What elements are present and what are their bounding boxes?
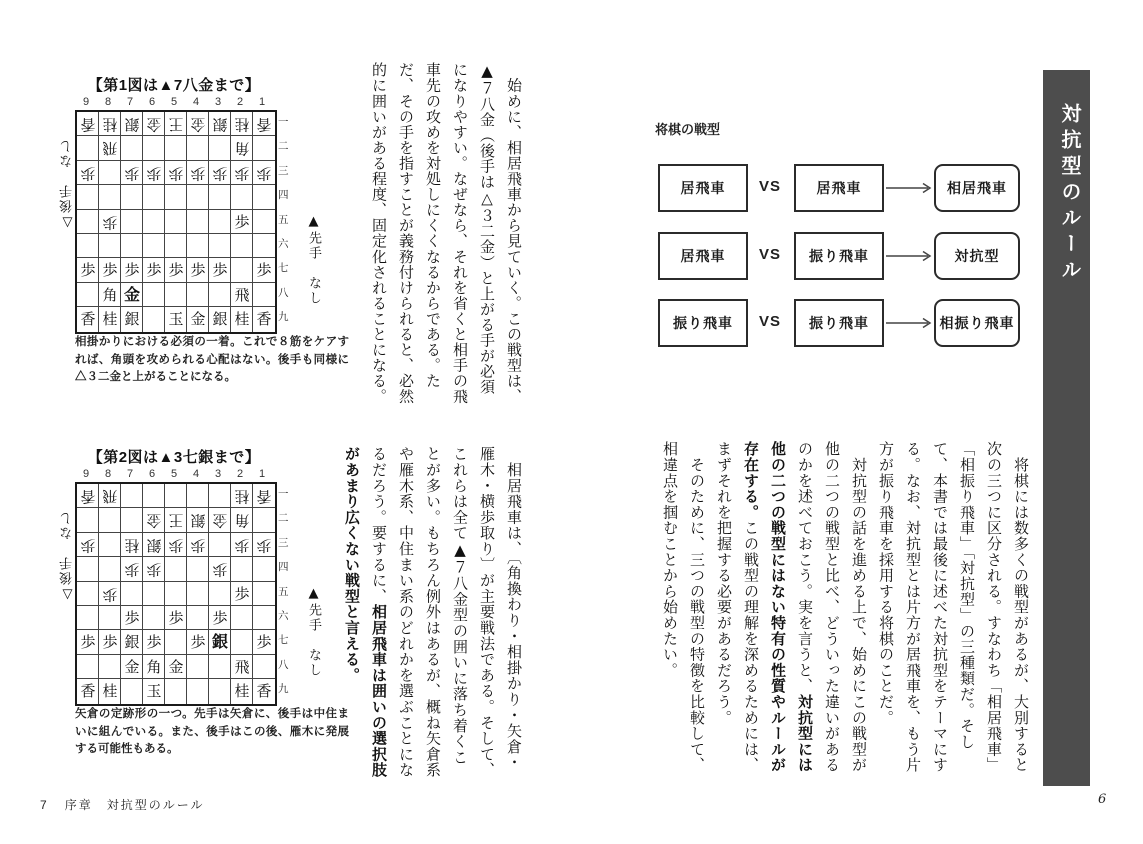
sente-piece: 銀 — [124, 310, 140, 329]
board-cell — [143, 630, 165, 654]
gote-piece: 金 — [212, 511, 228, 530]
matchup-row-2 — [658, 232, 1023, 278]
sente-piece: 銀 — [212, 310, 228, 329]
sente-piece: 歩 — [234, 584, 250, 603]
board-cell — [209, 533, 231, 557]
board-cell — [187, 258, 209, 282]
matchup-result-box: 相居飛車 — [934, 164, 1020, 212]
board-cell — [99, 655, 121, 679]
vs-label: VS — [758, 245, 781, 263]
shogi-board — [75, 482, 277, 706]
board-cell — [121, 582, 143, 606]
board-cell — [209, 136, 231, 160]
board-cell — [253, 508, 275, 532]
board-cell — [231, 557, 253, 581]
board-cell — [231, 112, 253, 136]
gote-hand-label: △後手 なし — [60, 138, 75, 230]
text-run: 相居飛車は、〔角換わり・相掛かり・矢倉・雁木・横歩取り〕が主要戦法である。そして、これらは全て▲７八金型の囲いに落ち着くことが多い。もちろん例外はあるが、概ね矢倉系や雁木系、中住まい系のどれかを選ぶことになるだろう。要するに、 — [370, 446, 523, 778]
gote-piece: 桂 — [102, 115, 118, 134]
board-cell — [99, 508, 121, 532]
gote-hand-label: △後手 なし — [60, 510, 75, 602]
matchup-result-box: 相振り飛車 — [934, 299, 1020, 347]
board-cell — [165, 112, 187, 136]
board-cell — [231, 161, 253, 185]
board-cell — [165, 136, 187, 160]
gote-piece: 歩 — [80, 536, 96, 555]
matchup-right-box: 振り飛車 — [794, 232, 884, 280]
board-cell — [165, 533, 187, 557]
gote-piece: 歩 — [234, 164, 250, 183]
board-cell — [231, 307, 253, 331]
board-cell — [209, 557, 231, 581]
board-cell — [99, 307, 121, 331]
body-text-lower-left — [338, 446, 527, 778]
board-cell — [99, 161, 121, 185]
board-cell — [143, 283, 165, 307]
sente-piece: 香 — [80, 682, 96, 701]
board-cell — [253, 258, 275, 282]
board-cell — [253, 606, 275, 630]
gote-piece: 歩 — [212, 164, 228, 183]
board-cell — [231, 533, 253, 557]
board-cell — [121, 630, 143, 654]
gote-piece: 歩 — [146, 560, 162, 579]
gote-piece: 銀 — [146, 536, 162, 555]
board-rank-labels: 一 二 三 四 五 六 七 八 九 — [278, 488, 289, 696]
board-cell — [121, 185, 143, 209]
gote-piece: 歩 — [80, 164, 96, 183]
board-cell — [121, 606, 143, 630]
board-cell — [231, 582, 253, 606]
board-cell — [165, 258, 187, 282]
board-cell — [187, 307, 209, 331]
board-cell — [209, 484, 231, 508]
gote-piece: 歩 — [168, 164, 184, 183]
sente-piece: 角 — [102, 285, 118, 304]
shogi-diagram-1 — [57, 72, 357, 383]
board-cell — [165, 606, 187, 630]
board-cell — [121, 210, 143, 234]
board-cell — [231, 283, 253, 307]
board-cell — [77, 112, 99, 136]
text-run: 対抗型の話を進める上で、始めにこの戦型が他の二つの戦型と比べ、どういった違いがあるのかを述べておこう。実を言うと、 — [796, 441, 868, 773]
sente-piece: 歩 — [146, 261, 162, 280]
board-cell — [187, 508, 209, 532]
board-cell — [253, 234, 275, 258]
board-cell — [165, 557, 187, 581]
board-cell — [209, 185, 231, 209]
sente-piece: 歩 — [190, 633, 206, 652]
board-cell — [99, 185, 121, 209]
diagram-1-caption: 【第1図は▲7八金まで】 — [87, 77, 261, 94]
board-cell — [143, 557, 165, 581]
board-cell — [143, 582, 165, 606]
sente-piece: 歩 — [146, 633, 162, 652]
gote-piece: 角 — [234, 139, 250, 158]
board-cell — [99, 533, 121, 557]
sente-piece: 金 — [190, 310, 206, 329]
sente-piece: 角 — [146, 657, 162, 676]
matchup-left-box: 居飛車 — [658, 164, 748, 212]
text-run: 始めに、相居飛車から見ていく。この戦型は、▲７八金（後手は△３二金）と上がる手が必須になりやすい。なぜなら、それを省くと相手の飛車先の攻めを対処しにくくなるからである。ただ、その手を指すことが義務付けられると、必然的に囲いがある程度、固定化されることになる。 — [370, 62, 523, 405]
board-cell — [209, 283, 231, 307]
board-cell — [231, 234, 253, 258]
board-cell — [121, 655, 143, 679]
gote-piece: 歩 — [212, 560, 228, 579]
board-cell — [99, 606, 121, 630]
board-cell — [187, 112, 209, 136]
board-cell — [143, 112, 165, 136]
board-cell — [253, 185, 275, 209]
board-cell — [187, 161, 209, 185]
board-cell — [165, 283, 187, 307]
gote-piece: 銀 — [190, 511, 206, 530]
diagram-2-note: 矢倉の定跡形の一つ。先手は矢倉に、後手は中住まいに組んでいる。また、後手はこの後、雁木に発展する可能性もある。 — [75, 708, 349, 755]
gote-piece: 銀 — [212, 115, 228, 134]
sente-piece: 飛 — [234, 285, 250, 304]
gote-piece: 歩 — [256, 164, 272, 183]
board-cell — [187, 655, 209, 679]
board-cell — [253, 533, 275, 557]
board-cell — [143, 508, 165, 532]
gote-piece: 銀 — [124, 115, 140, 134]
gote-piece: 桂 — [124, 536, 140, 555]
sente-piece: 金 — [123, 284, 140, 304]
diagram-title: 将棋の戦型 — [655, 122, 721, 137]
board-cell — [99, 136, 121, 160]
gote-piece: 歩 — [190, 536, 206, 555]
board-rank-labels: 一 二 三 四 五 六 七 八 九 — [278, 116, 289, 324]
page-number-left: 7 — [40, 798, 47, 812]
text-run: 将棋には数多くの戦型があるが、大別すると次の三つに区分される。すなわち「相居飛車」「相振り飛車」「対抗型」の三種類だ。そして、本書では最後に述べた対抗型をテーマにする。なお、対抗型とは片方が居飛車を、もう片方が振り飛車を採用する将棋のことだ。 — [877, 441, 1030, 773]
sente-piece: 歩 — [168, 261, 184, 280]
board-cell — [77, 484, 99, 508]
board-cell — [253, 582, 275, 606]
board-cell — [143, 533, 165, 557]
gote-piece: 王 — [168, 115, 184, 134]
sente-piece: 香 — [256, 682, 272, 701]
board-cell — [209, 508, 231, 532]
board-cell — [253, 655, 275, 679]
board-cell — [99, 582, 121, 606]
gote-piece: 桂 — [234, 115, 250, 134]
board-cell — [165, 234, 187, 258]
board-cell — [77, 185, 99, 209]
gote-piece: 歩 — [190, 164, 206, 183]
board-cell — [121, 557, 143, 581]
board-cell — [253, 161, 275, 185]
gote-piece: 金 — [146, 115, 162, 134]
board-cell — [77, 533, 99, 557]
board-cell — [143, 655, 165, 679]
board-cell — [77, 283, 99, 307]
board-cell — [165, 582, 187, 606]
board-cell — [143, 185, 165, 209]
board-cell — [165, 630, 187, 654]
board-cell — [121, 258, 143, 282]
board-cell — [165, 508, 187, 532]
gote-piece: 歩 — [124, 560, 140, 579]
board-cell — [231, 679, 253, 703]
sente-piece: 歩 — [102, 633, 118, 652]
board-cell — [209, 234, 231, 258]
gote-piece: 歩 — [124, 164, 140, 183]
board-cell — [165, 655, 187, 679]
gote-piece: 歩 — [102, 584, 118, 603]
paragraph — [656, 441, 710, 773]
sente-piece: 香 — [256, 310, 272, 329]
gote-piece: 桂 — [234, 487, 250, 506]
sente-piece: 金 — [124, 657, 140, 676]
sente-piece: 歩 — [256, 261, 272, 280]
board-file-labels: 9 8 7 6 5 4 3 2 1 — [82, 96, 266, 108]
board-cell — [209, 655, 231, 679]
sente-piece: 歩 — [256, 633, 272, 652]
board-cell — [187, 484, 209, 508]
board-cell — [209, 582, 231, 606]
sente-piece: 銀 — [124, 633, 140, 652]
board-cell — [187, 234, 209, 258]
diagram-1-note: 相掛かりにおける必須の一着。これで８筋をケアすれば、角頭を攻められる心配はない。後手も同様に△３二金と上がることになる。 — [75, 336, 349, 383]
paragraph — [365, 62, 527, 405]
gote-piece: 飛 — [102, 487, 118, 506]
sente-piece: 玉 — [168, 310, 184, 329]
paragraph — [710, 441, 872, 773]
board-cell — [187, 283, 209, 307]
matchup-left-box: 振り飛車 — [658, 299, 748, 347]
board-cell — [209, 307, 231, 331]
gote-piece: 王 — [168, 511, 184, 530]
board-cell — [99, 630, 121, 654]
sente-piece: 歩 — [212, 261, 228, 280]
board-cell — [77, 161, 99, 185]
sente-piece: 歩 — [212, 608, 228, 627]
page-number-right: 6 — [1098, 792, 1107, 807]
board-cell — [143, 161, 165, 185]
board-file-labels: 9 8 7 6 5 4 3 2 1 — [82, 468, 266, 480]
text-run: そのために、三つの戦型の特徴を比較して、相違点を掴むことから始めたい。 — [661, 441, 706, 773]
sente-piece: 銀 — [211, 632, 228, 652]
board-cell — [77, 679, 99, 703]
board-cell — [187, 185, 209, 209]
board-cell — [99, 210, 121, 234]
board-cell — [143, 210, 165, 234]
board-cell — [253, 210, 275, 234]
board-cell — [209, 112, 231, 136]
board-cell — [77, 508, 99, 532]
board-cell — [121, 161, 143, 185]
matchup-result-box: 対抗型 — [934, 232, 1020, 280]
board-cell — [77, 582, 99, 606]
board-cell — [121, 679, 143, 703]
board-cell — [77, 234, 99, 258]
board-cell — [121, 283, 143, 307]
board-cell — [99, 557, 121, 581]
emphasis-text: 相居飛車は囲いの選択肢があまり広くない戦型と言える。 — [343, 446, 388, 778]
sente-piece: 歩 — [124, 608, 140, 627]
vs-label: VS — [758, 312, 781, 330]
gote-piece: 歩 — [102, 212, 118, 231]
sente-piece: 飛 — [234, 657, 250, 676]
board-cell — [121, 112, 143, 136]
board-cell — [121, 508, 143, 532]
board-cell — [253, 630, 275, 654]
gote-piece: 金 — [146, 511, 162, 530]
board-cell — [165, 210, 187, 234]
board-cell — [121, 136, 143, 160]
board-cell — [209, 630, 231, 654]
board-cell — [143, 258, 165, 282]
board-cell — [231, 630, 253, 654]
chapter-footer-label: 序章 対抗型のルール — [64, 798, 205, 812]
board-cell — [187, 557, 209, 581]
board-cell — [121, 484, 143, 508]
chapter-sidebar — [1043, 70, 1090, 786]
sente-piece: 歩 — [80, 633, 96, 652]
board-cell — [143, 606, 165, 630]
board-cell — [187, 606, 209, 630]
board-cell — [209, 161, 231, 185]
gote-piece: 香 — [80, 487, 96, 506]
gote-piece: 香 — [256, 487, 272, 506]
gote-piece: 香 — [256, 115, 272, 134]
board-cell — [165, 679, 187, 703]
gote-piece: 金 — [190, 115, 206, 134]
board-cell — [187, 679, 209, 703]
board-cell — [121, 307, 143, 331]
board-cell — [121, 234, 143, 258]
gote-piece: 歩 — [168, 536, 184, 555]
paragraph — [338, 446, 527, 778]
sente-piece: 桂 — [234, 682, 250, 701]
board-cell — [253, 136, 275, 160]
board-cell — [77, 655, 99, 679]
sente-piece: 玉 — [146, 682, 162, 701]
board-cell — [99, 258, 121, 282]
gote-piece: 香 — [80, 115, 96, 134]
board-cell — [165, 484, 187, 508]
sente-piece: 桂 — [102, 310, 118, 329]
board-cell — [187, 582, 209, 606]
gote-piece: 角 — [234, 511, 250, 530]
board-cell — [253, 283, 275, 307]
board-cell — [253, 112, 275, 136]
board-cell — [77, 258, 99, 282]
sente-piece: 歩 — [168, 608, 184, 627]
board-cell — [143, 307, 165, 331]
board-cell — [165, 185, 187, 209]
board-cell — [253, 557, 275, 581]
board-cell — [231, 508, 253, 532]
board-cell — [77, 307, 99, 331]
board-cell — [231, 258, 253, 282]
sente-hand-label: ▲先手 なし — [306, 586, 321, 678]
arrow-icon — [886, 249, 932, 261]
sente-piece: 歩 — [234, 212, 250, 231]
board-cell — [77, 606, 99, 630]
arrow-icon — [886, 181, 932, 193]
board-cell — [77, 630, 99, 654]
board-cell — [209, 606, 231, 630]
board-cell — [77, 136, 99, 160]
board-cell — [77, 210, 99, 234]
board-cell — [143, 484, 165, 508]
emphasis-text: 対抗型には他の二つの戦型にはない特有の性質やルールが存在する。 — [742, 441, 814, 773]
board-cell — [231, 484, 253, 508]
body-text-upper-left — [338, 62, 527, 405]
board-cell — [99, 484, 121, 508]
board-cell — [209, 258, 231, 282]
board-cell — [209, 679, 231, 703]
board-cell — [187, 210, 209, 234]
text-run: この戦型の理解を深めるためには、まずそれを把握する必要があるだろう。 — [715, 441, 760, 773]
sente-piece: 歩 — [190, 261, 206, 280]
sente-piece: 歩 — [102, 261, 118, 280]
board-cell — [143, 234, 165, 258]
board-cell — [187, 533, 209, 557]
board-cell — [99, 679, 121, 703]
gote-piece: 歩 — [256, 536, 272, 555]
footer-left — [40, 796, 204, 813]
board-cell — [253, 679, 275, 703]
diagram-2-caption: 【第2図は▲3七銀まで】 — [87, 449, 261, 466]
board-cell — [231, 136, 253, 160]
sente-piece: 金 — [168, 657, 184, 676]
shogi-diagram-2 — [57, 444, 357, 755]
board-cell — [231, 606, 253, 630]
matchup-right-box: 振り飛車 — [794, 299, 884, 347]
board-cell — [165, 307, 187, 331]
chapter-title: 対抗型のルール — [1058, 103, 1080, 285]
board-cell — [99, 234, 121, 258]
gote-piece: 飛 — [102, 139, 118, 158]
paragraph — [872, 441, 1034, 773]
board-cell — [77, 557, 99, 581]
sente-piece: 桂 — [102, 682, 118, 701]
gote-piece: 歩 — [146, 164, 162, 183]
board-cell — [143, 136, 165, 160]
board-cell — [99, 112, 121, 136]
sente-hand-label: ▲先手 なし — [306, 214, 321, 306]
sente-piece: 歩 — [124, 261, 140, 280]
board-cell — [231, 655, 253, 679]
board-cell — [99, 283, 121, 307]
sente-piece: 桂 — [234, 310, 250, 329]
board-cell — [253, 484, 275, 508]
board-cell — [253, 307, 275, 331]
sente-piece: 香 — [80, 310, 96, 329]
gote-piece: 歩 — [234, 536, 250, 555]
board-cell — [187, 630, 209, 654]
board-cell — [231, 210, 253, 234]
board-cell — [165, 161, 187, 185]
board-cell — [209, 210, 231, 234]
sente-piece: 歩 — [80, 261, 96, 280]
board-cell — [231, 185, 253, 209]
vs-label: VS — [758, 177, 781, 195]
board-cell — [143, 679, 165, 703]
board-cell — [187, 136, 209, 160]
matchup-row-3 — [658, 299, 1023, 345]
matchup-right-box: 居飛車 — [794, 164, 884, 212]
arrow-icon — [886, 316, 932, 328]
body-text-right — [656, 441, 1034, 773]
shogi-board — [75, 110, 277, 334]
board-cell — [121, 533, 143, 557]
matchup-row-1 — [658, 164, 1023, 210]
matchup-left-box: 居飛車 — [658, 232, 748, 280]
